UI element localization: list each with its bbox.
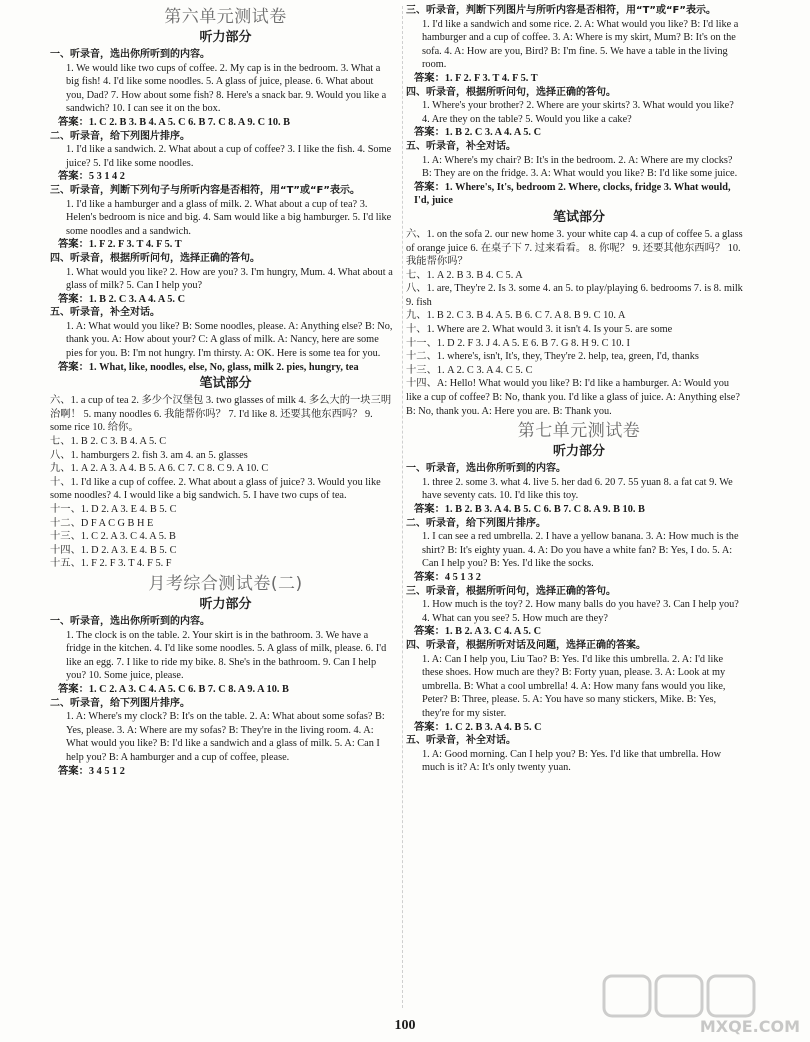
question-heading: 五、听录音，补全对话。 bbox=[406, 735, 516, 747]
answer-line: 答案：1. B 2. C 3. A 4. A 5. C bbox=[58, 293, 186, 305]
watermark-logo bbox=[602, 972, 802, 1036]
written-answer-line: 七、1. B 2. C 3. B 4. A 5. C bbox=[50, 436, 167, 448]
written-answer-line: 十五、1. F 2. F 3. T 4. F 5. F bbox=[50, 558, 172, 570]
question-heading: 五、听录音，补全对话。 bbox=[50, 307, 160, 319]
part-heading: 听力部分 bbox=[199, 30, 252, 45]
written-answer-line: 八、1. hamburgers 2. fish 3. am 4. an 5. glasses bbox=[50, 449, 248, 461]
question-heading: 三、听录音，判断下列图片与所听内容是否相符，用“T”或“F”表示。 bbox=[406, 5, 716, 16]
answer-line: 答案：1. What, like, noodles, else, No, glass, milk 2. pies, hungry, tea bbox=[58, 361, 359, 373]
written-answer-line: 十二、D F A C G B H E bbox=[50, 517, 154, 529]
question-text: 1. Where's your brother? 2. Where are your skirts? 3. What would you like? 4. Are they on the table? 5. Would you like a cake? bbox=[422, 100, 734, 125]
written-answer-line: 十三、1. A 2. C 3. A 4. C 5. C bbox=[406, 364, 533, 376]
written-answer-line: 九、1. B 2. C 3. B 4. A 5. B 6. C 7. A 8. B 9. C 10. A bbox=[406, 310, 626, 322]
question-text: 1. What would you like? 2. How are you? 3. I'm hungry, Mum. 4. What about a glass of milk? 5. Can I help you? bbox=[66, 266, 393, 292]
written-answer-line: 十、1. I'd like a cup of coffee. 2. What about a glass of juice? 3. Would you like some noodles? 4. I would like a big sandwich. 5. I have two cups of tea. bbox=[50, 476, 381, 502]
question-text: 1. I'd like a hamburger and a glass of milk. 2. What about a cup of tea? 3. Helen's bedroom is nice and big. 4. Sam would like a big hamburger. 5. I'd like some noodles and a sandwich. bbox=[66, 198, 392, 237]
question-text: 1. A: Where's my chair? B: It's in the bedroom. 2. A: Where are my clocks? B: They are on the fridge. 3. A: What would you like? B: I'd like some juice. bbox=[422, 154, 738, 180]
written-answer-line: 九、1. A 2. A 3. A 4. B 5. A 6. C 7. C 8. C 9. A 10. C bbox=[50, 463, 269, 475]
written-answer-line: 六、1. a cup of tea 2. 多少个汉堡包 3. two glasses of milk 4. 多么大的一块三明治啊！ 5. many noodles 6. 我能帮你吗？ 7. I'd like 8. 还要其他东西吗？ 9. some rice 10. 给你。 bbox=[50, 395, 392, 434]
right-column bbox=[406, 4, 744, 775]
answer-line: 答案：1. B 2. B 3. A 4. B 5. C 6. B 7. C 8. A 9. B 10. B bbox=[414, 504, 645, 515]
answer-line: 答案：1. Where's, It's, bedroom 2. Where, clocks, fridge 3. What would, I'd, juice bbox=[414, 181, 731, 207]
question-heading: 二、听录音，给下列图片排序。 bbox=[50, 130, 190, 142]
question-heading: 一、听录音，选出你所听到的内容。 bbox=[50, 615, 210, 627]
question-text: 1. A: Where's my clock? B: It's on the table. 2. A: What about some sofas? B: Yes, please. 3. A: Where are my sofas? B: They're in the living room. 4. A: What would you like? B: I'd like a sandwich and a glass of milk. 5. A: Can I help you? B: A hamburger and a cup of coffee, please. bbox=[66, 711, 385, 763]
question-text: 1. The clock is on the table. 2. Your skirt is in the bathroom. 3. We have a fridge in the kitchen. 4. I'd like some noodles. 5. A glass of milk, please. 6. I'd like an egg. 7. I like to ride my bike. 8. She's in the bathroom. 9. Can I help you? 10. Some juice, please. bbox=[66, 629, 387, 682]
written-answer-line: 十四、1. D 2. A 3. E 4. B 5. C bbox=[50, 544, 177, 556]
answer-line: 答案：1. B 2. C 3. A 4. A 5. C bbox=[414, 127, 542, 139]
written-answer-line: 十一、1. D 2. F 3. J 4. A 5. E 6. B 7. G 8. H 9. C 10. I bbox=[406, 337, 630, 349]
written-answer-line: 十一、1. D 2. A 3. E 4. B 5. C bbox=[50, 504, 177, 515]
part-heading: 笔试部分 bbox=[199, 376, 252, 392]
question-heading: 一、听录音，选出你所听到的内容。 bbox=[50, 49, 210, 60]
part-heading: 听力部分 bbox=[199, 596, 252, 612]
question-heading: 二、听录音，给下列图片排序。 bbox=[406, 517, 546, 529]
question-heading: 一、听录音，选出你所听到的内容。 bbox=[406, 463, 566, 475]
question-text: 1. A: What would you like? B: Some noodles, please. A: Anything else? B: No, thank you. A: How about your? C: A glass of milk. A: Nancy, here are some pies for you. B: I'm not hungry. I'm thirsty. A: OK. Here is some tea for you. bbox=[66, 320, 393, 360]
question-heading: 五、听录音，补全对话。 bbox=[406, 140, 516, 152]
written-answer-line: 七、1. A 2. B 3. B 4. C 5. A bbox=[406, 269, 523, 281]
answer-line: 答案：1. B 2. A 3. C 4. A 5. C bbox=[414, 626, 542, 638]
question-text: 1. I can see a red umbrella. 2. I have a yellow banana. 3. A: How much is the shirt? B: It's eighty yuan. 4. A: Do you have a white fan? B: Yes, I do. 5. A: Can I help you? B: Yes. I'd like the socks. bbox=[422, 531, 739, 570]
column-divider bbox=[402, 6, 403, 1008]
question-heading: 三、听录音，判断下列句子与所听内容是否相符，用“T”或“F”表示。 bbox=[50, 184, 360, 196]
part-heading: 听力部分 bbox=[552, 444, 605, 460]
written-answer-line: 十二、1. where's, isn't, It's, they, They're 2. help, tea, green, I'd, thanks bbox=[406, 351, 699, 363]
question-heading: 二、听录音，给下列图片排序。 bbox=[50, 697, 190, 709]
written-answer-line: 六、1. on the sofa 2. our new home 3. your white cap 4. a cup of coffee 5. a glass of orange juice 6. 在桌子下 7. 过来看看。 8. 你呢？ 9. 还要其他东西吗？ 10. 我能帮你吗？ bbox=[406, 228, 743, 268]
question-text: 1. How much is the toy? 2. How many balls do you have? 3. Can I help you? 4. What can you see? 5. How much are they? bbox=[422, 599, 739, 624]
written-answer-line: 八、1. are, They're 2. Is 3. some 4. an 5. to play/playing 6. bedrooms 7. is 8. milk 9. fish bbox=[406, 283, 743, 308]
question-text: 1. three 2. some 3. what 4. live 5. her dad 6. 20 7. 55 yuan 8. a fat cat 9. We have seventy cats. 10. I'd like this toy. bbox=[422, 476, 733, 502]
question-text: 1. A: Good morning. Can I help you? B: Yes. I'd like that umbrella. How much is it? A: It's only twenty yuan. bbox=[422, 748, 722, 774]
question-heading: 三、听录音，根据所听问句，选择正确的答句。 bbox=[406, 585, 616, 597]
answer-line: 答案：3 4 5 1 2 bbox=[58, 765, 125, 777]
question-text: 1. We would like two cups of coffee. 2. My cap is in the bedroom. 3. What a big fish! 4. I'd like some noodles. 5. A glass of juice, please. 6. What about you, Dad? 7. How about some fish? 8. Here's a snack bar. 9. Would you like a sandwich? 10. I can see it on the box. bbox=[66, 62, 387, 115]
question-heading: 四、听录音，根据所听问句，选择正确的答句。 bbox=[406, 86, 616, 98]
question-text: 1. I'd like a sandwich. 2. What about a cup of coffee? 3. I like the fish. 4. Some juice? 5. I'd like some noodles. bbox=[66, 144, 392, 169]
answer-line: 答案：1. C 2. B 3. A 4. B 5. C bbox=[414, 721, 542, 733]
watermark-text: MXQE.COM bbox=[699, 1017, 800, 1036]
answer-line: 答案：5 3 1 4 2 bbox=[58, 171, 125, 183]
page-number: 100 bbox=[394, 1018, 416, 1033]
answer-line: 答案：1. F 2. F 3. T 4. F 5. T bbox=[58, 239, 182, 251]
section-title: 第六单元测试卷 bbox=[164, 7, 287, 27]
written-answer-line: 十三、1. C 2. A 3. C 4. A 5. B bbox=[50, 531, 176, 543]
left-column bbox=[50, 4, 393, 778]
answer-line: 答案：1. C 2. A 3. C 4. A 5. C 6. B 7. C 8. A 9. A 10. B bbox=[58, 683, 289, 695]
section-title: 月考综合测试卷(二) bbox=[148, 573, 303, 594]
answer-line: 答案：1. F 2. F 3. T 4. F 5. T bbox=[414, 72, 538, 84]
question-heading: 四、听录音，根据所听问句，选择正确的答句。 bbox=[50, 252, 260, 264]
written-answer-line: 十、1. Where are 2. What would 3. it isn't 4. Is your 5. are some bbox=[406, 324, 673, 336]
question-heading: 四、听录音，根据所听对话及问题，选择正确的答案。 bbox=[406, 639, 646, 651]
part-heading: 笔试部分 bbox=[552, 209, 605, 225]
question-text: 1. I'd like a sandwich and some rice. 2. A: What would you like? B: I'd like a hamburger and a cup of coffee. 3. A: Where is my skirt, Mum? B: It's on the sofa. 4. A: How are you, Bird? B: I'm fine. 5. We have a table in the living room. bbox=[422, 18, 739, 71]
written-answer-line: 十四、A: Hello! What would you like? B: I'd like a hamburger. A: Would you like a cup of coffee? B: No, thank you. I'd like a glass of juice. A: Anything else? B: No, thank you. A: Here you are. B: Thank you. bbox=[406, 378, 740, 417]
section-title: 第七单元测试卷 bbox=[517, 421, 641, 442]
answer-line: 答案：4 5 1 3 2 bbox=[414, 571, 481, 583]
question-text: 1. A: Can I help you, Liu Tao? B: Yes. I'd like this umbrella. 2. A: I'd like these shoes. How much are they? B: Forty yuan, please. 3. A: Look at my umbrella. B: What a cool umbrella! 4. A: How many fans would you like, Peter? B: Three, please. 5. A: You have so many stickers, Mike. B: Yes, they're for my sister. bbox=[422, 653, 726, 719]
answer-line: 答案：1. C 2. B 3. B 4. A 5. C 6. B 7. C 8. A 9. C 10. B bbox=[58, 116, 290, 128]
